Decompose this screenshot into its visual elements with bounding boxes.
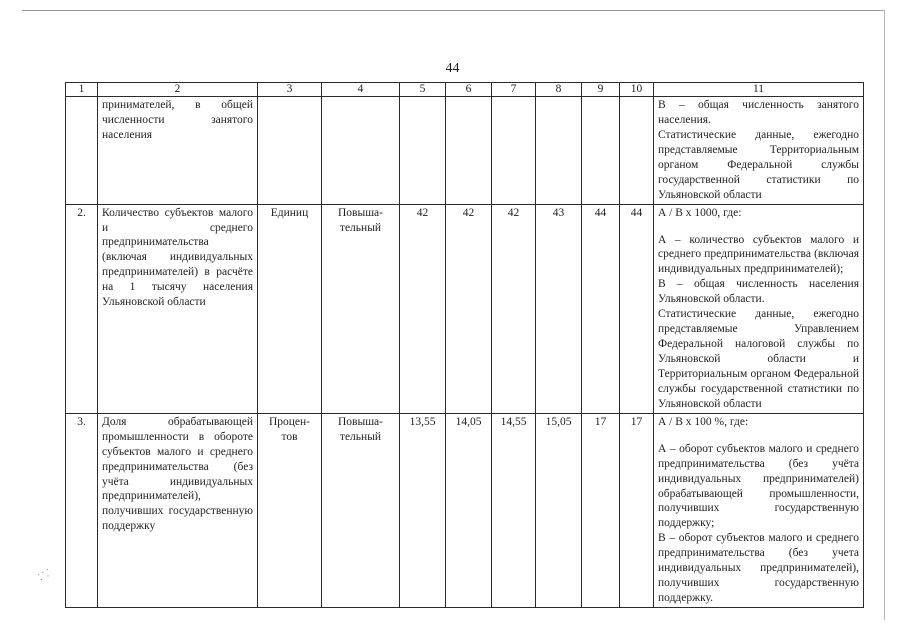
value-cell: 44 <box>620 204 654 413</box>
value-cell <box>582 97 620 205</box>
page-number: 44 <box>445 61 460 76</box>
value-cell: 42 <box>400 204 446 413</box>
calculation-method <box>654 204 864 413</box>
value-cell: 17 <box>582 413 620 607</box>
value-cell: 43 <box>536 204 582 413</box>
method-paragraph: А – количество субъектов малого и среднего предпринимательства (включая индивидуальных предпринимателей); <box>658 233 859 276</box>
scan-artifact-mark: ⁚ ⸪ <box>36 567 53 583</box>
table-row <box>66 97 864 205</box>
type-cell: Повыша-тельный <box>322 413 400 607</box>
header-col-5: 5 <box>400 83 446 97</box>
calculation-method <box>654 97 864 205</box>
row-number <box>66 97 98 205</box>
row-number: 3. <box>66 413 98 607</box>
method-spacer <box>658 221 859 233</box>
method-spacer <box>658 430 859 442</box>
value-cell: 42 <box>446 204 492 413</box>
table-header-row <box>66 83 864 97</box>
method-paragraph: В – общая численность населения Ульяновской области. <box>658 278 859 306</box>
value-cell: 14,05 <box>446 413 492 607</box>
indicator-name: Количество субъектов малого и среднего предпринимательства (включая индивидуальных предпринимателей) в расчёте на 1 тысячу населения Ульяновской области <box>98 204 258 413</box>
calculation-method <box>654 413 864 607</box>
header-col-3: 3 <box>258 83 322 97</box>
table-row <box>66 413 864 607</box>
value-cell: 15,05 <box>536 413 582 607</box>
method-paragraph: В – оборот субъектов малого и среднего предпринимательства (без учета индивидуальных предпринимателей), получивших государственную поддержку. <box>658 532 859 605</box>
header-col-7: 7 <box>492 83 536 97</box>
method-paragraph: А – оборот субъектов малого и среднего предпринимательства (без учёта индивидуальных предпринимателей) обрабатывающей промышленности, получивших государственную поддержку; <box>658 442 859 530</box>
method-paragraph: В – общая численность занятого населения. <box>658 99 859 126</box>
value-cell: 13,55 <box>400 413 446 607</box>
value-cell: 14,55 <box>492 413 536 607</box>
value-cell: 42 <box>492 204 536 413</box>
unit-cell: Процен-тов <box>258 413 322 607</box>
value-cell: 44 <box>582 204 620 413</box>
indicator-name: Доля обрабатывающей промышленности в обороте субъектов малого и среднего предпринимательства (без учёта индивидуальных предпринимателей), получивших государственную поддержку <box>98 413 258 607</box>
method-paragraph: Статистические данные, ежегодно представляемые Территориальным органом Федеральной службы государственной статистики по Ульяновской области <box>658 128 859 201</box>
value-cell: 17 <box>620 413 654 607</box>
header-col-4: 4 <box>322 83 400 97</box>
unit-cell: Единиц <box>258 204 322 413</box>
table-row <box>66 204 864 413</box>
header-col-10: 10 <box>620 83 654 97</box>
unit-cell <box>258 97 322 205</box>
indicator-name: принимателей, в общей численности занятого населения <box>98 97 258 205</box>
header-col-1: 1 <box>66 83 98 97</box>
type-cell <box>322 97 400 205</box>
value-cell <box>400 97 446 205</box>
right-scan-edge <box>884 10 885 620</box>
method-formula: А / В х 100 %, где: <box>658 415 749 428</box>
header-col-2: 2 <box>98 83 258 97</box>
method-formula: А / В х 1000, где: <box>658 206 742 219</box>
header-col-6: 6 <box>446 83 492 97</box>
value-cell <box>536 97 582 205</box>
header-col-9: 9 <box>582 83 620 97</box>
top-scan-edge <box>22 10 884 11</box>
header-col-11: 11 <box>654 83 864 97</box>
row-number: 2. <box>66 204 98 413</box>
value-cell <box>620 97 654 205</box>
method-paragraph: Статистические данные, ежегодно представляемые Управлением Федеральной налоговой службы по Ульяновской области и Территориальным органом Федеральной службы государственной статистики по Ульяновской области <box>658 308 859 410</box>
value-cell <box>492 97 536 205</box>
type-cell: Повыша-тельный <box>322 204 400 413</box>
value-cell <box>446 97 492 205</box>
indicators-table <box>65 82 864 608</box>
header-col-8: 8 <box>536 83 582 97</box>
